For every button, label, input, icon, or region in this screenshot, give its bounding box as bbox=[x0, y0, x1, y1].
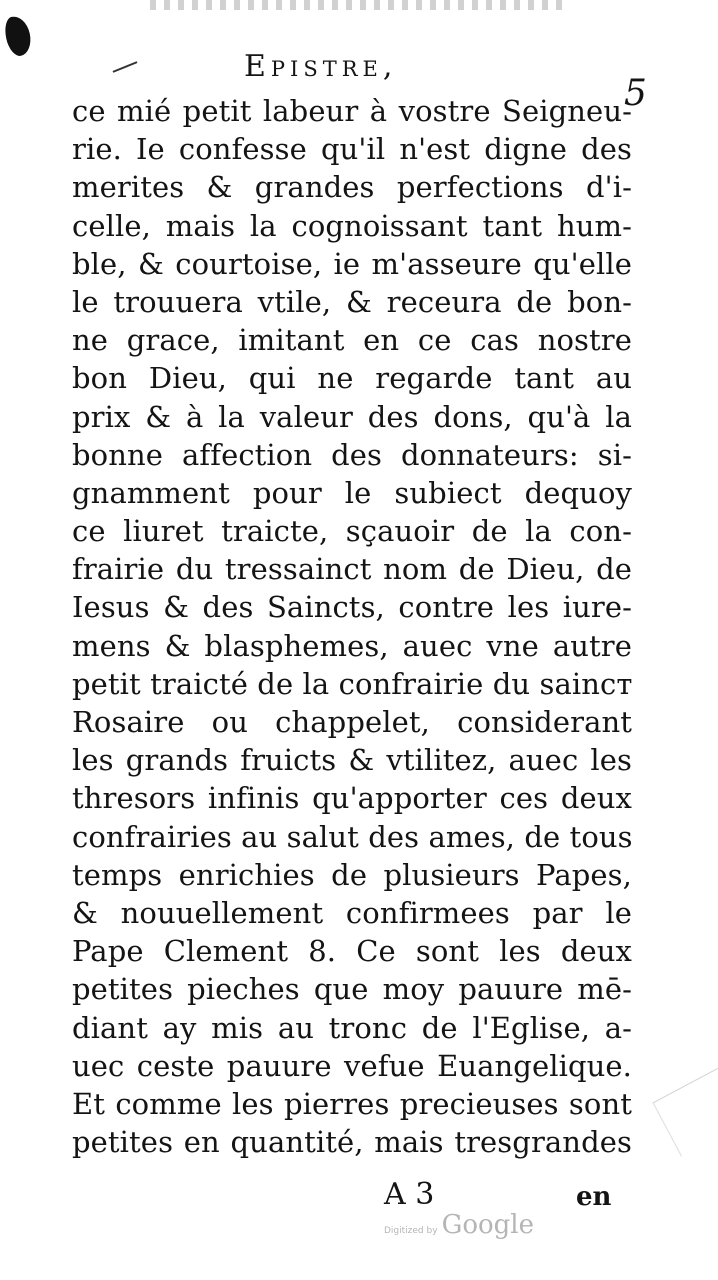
text-line: thresors infinis qu'apporter ces deux bbox=[72, 781, 632, 816]
text-line: & nouuellement confirmees par le bbox=[72, 895, 632, 930]
text-line: ne grace, imitant en ce cas nostre bbox=[72, 323, 632, 358]
pen-stroke-mark bbox=[113, 61, 138, 73]
text-line: frairie du tressainct nom de Dieu, de bbox=[72, 552, 632, 587]
text-line: ble, & courtoise, ie m'asseure qu'elle bbox=[72, 246, 632, 281]
catchword: en bbox=[576, 1182, 612, 1212]
signature-mark: A 3 bbox=[384, 1177, 435, 1212]
bleed-through-ink bbox=[150, 0, 570, 10]
text-line: Iesus & des Saincts, contre les iure- bbox=[72, 590, 632, 625]
text-line: merites & grandes perfections d'i- bbox=[72, 170, 632, 205]
text-line: gnamment pour le subiect dequoy bbox=[72, 475, 632, 510]
text-line: Et comme les pierres precieuses sont bbox=[72, 1086, 632, 1121]
text-line: confrairies au salut des ames, de tous bbox=[72, 819, 633, 854]
text-line: petit traicté de la confrairie du saincт bbox=[72, 666, 633, 701]
text-line: petites pieches que moy pauure mē- bbox=[72, 972, 632, 1007]
google-logo: Google bbox=[441, 1210, 534, 1240]
text-line: le trouuera vtile, & receura de bon- bbox=[72, 284, 632, 319]
text-line: prix & à la valeur des dons, qu'à la bbox=[72, 399, 632, 434]
ink-blot-mark bbox=[2, 14, 34, 58]
text-line: Pape Clement 8. Ce sont les deux bbox=[72, 934, 632, 969]
body-text bbox=[72, 92, 632, 1161]
text-line: celle, mais la cognoissant tant hum- bbox=[72, 208, 632, 243]
text-line: bon Dieu, qui ne regarde tant au bbox=[72, 361, 632, 396]
text-line: les grands fruicts & vtilitez, auec les bbox=[72, 743, 632, 778]
text-line: temps enrichies de plusieurs Papes, bbox=[72, 857, 632, 892]
text-line: Rosaire ou chappelet, considerant bbox=[72, 705, 632, 739]
text-line: ce mié petit labeur à vostre Seigneu- bbox=[72, 94, 632, 128]
text-line: bonne affection des donnateurs: si- bbox=[72, 437, 632, 472]
running-head: Epistre, bbox=[244, 49, 398, 84]
digitization-watermark bbox=[384, 1210, 534, 1240]
watermark-prefix: Digitized by bbox=[384, 1226, 438, 1236]
text-line: uec ceste pauure vefue Euangelique. bbox=[72, 1048, 632, 1083]
text-line: ce liuret traicte, sçauoir de la con- bbox=[72, 514, 632, 549]
text-line: rie. Ie confesse qu'il n'est digne des bbox=[72, 132, 632, 167]
text-line: diant ay mis au tronc de l'Eglise, a- bbox=[72, 1010, 632, 1045]
page-number: 5 bbox=[624, 73, 647, 114]
text-line: mens & blasphemes, auec vne autre bbox=[72, 628, 632, 663]
text-line: petites en quantité, mais tresgrandes bbox=[72, 1125, 632, 1160]
page-edge-curl bbox=[652, 1065, 718, 1157]
